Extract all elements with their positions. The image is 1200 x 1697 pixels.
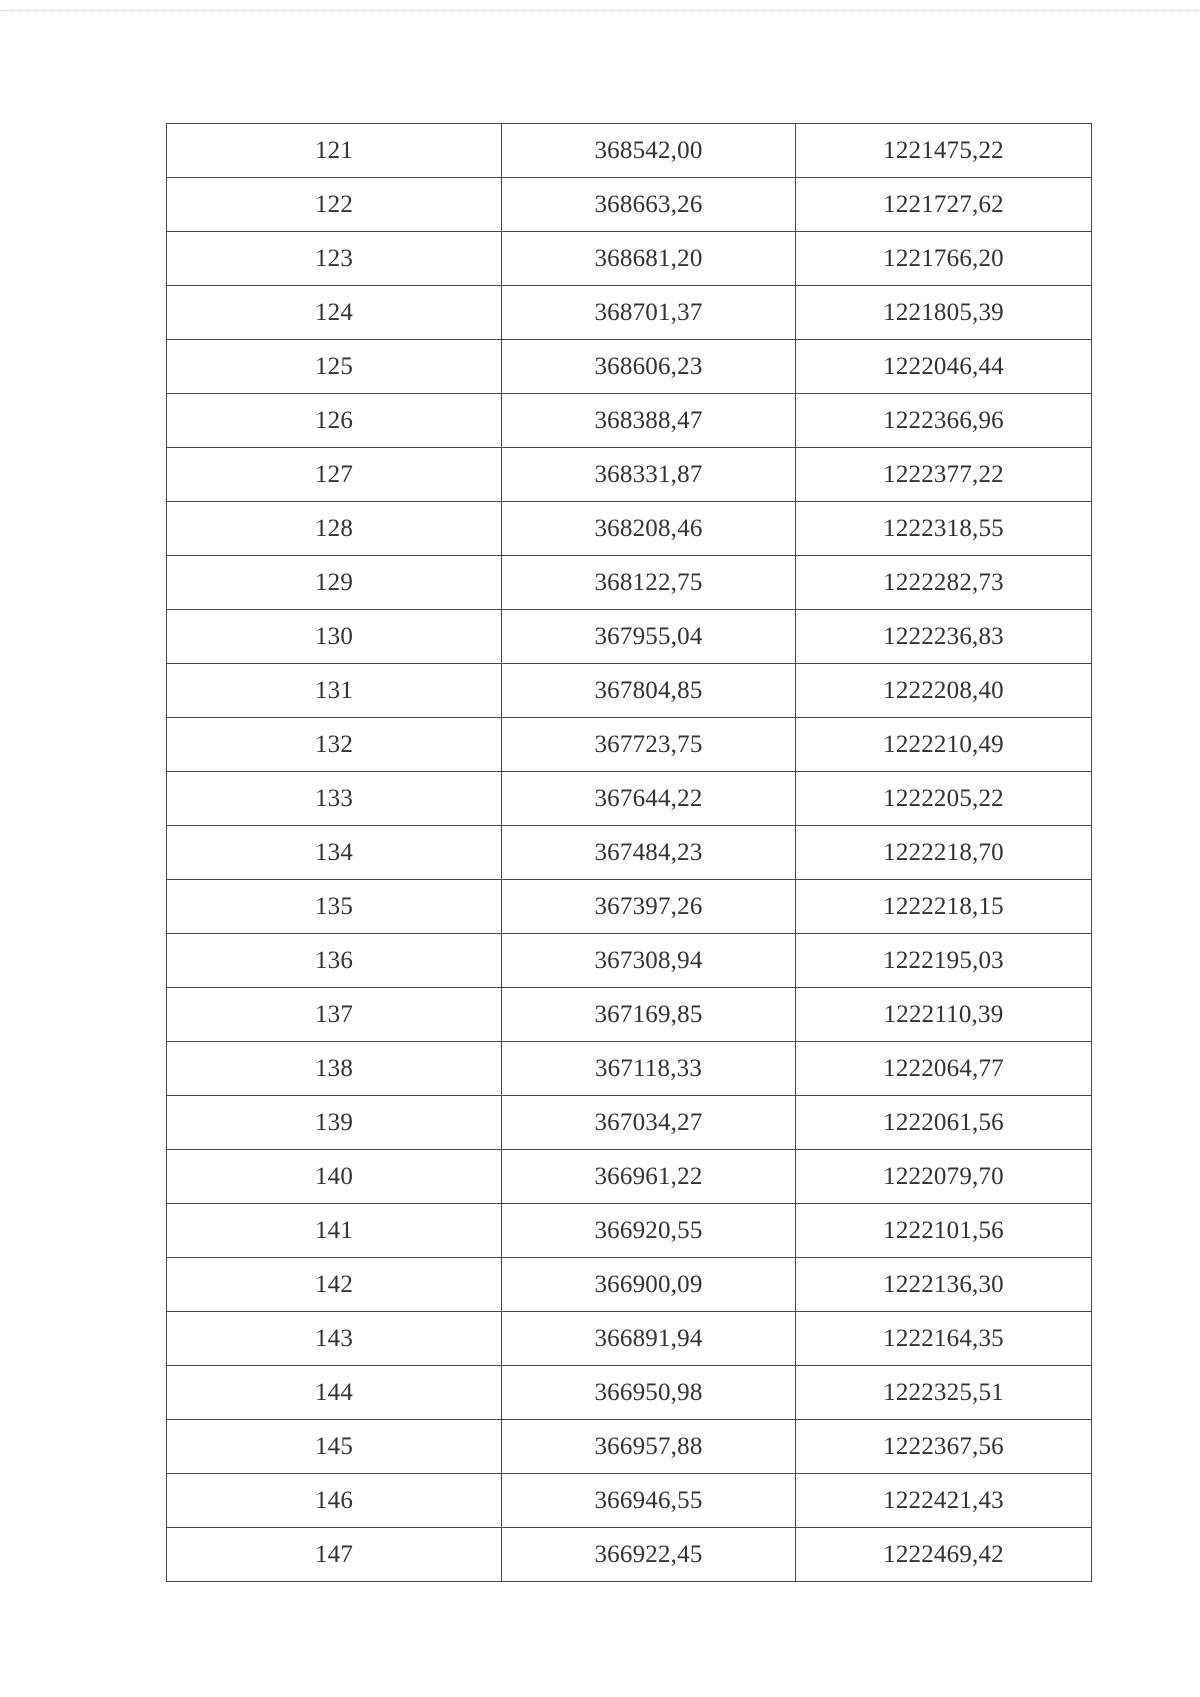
point-number-cell: 137: [167, 988, 502, 1042]
table-row: [167, 556, 1092, 610]
x-coordinate-cell: 366920,55: [502, 1204, 796, 1258]
y-coordinate-cell: 1221766,20: [796, 232, 1092, 286]
table-row: [167, 502, 1092, 556]
x-coordinate-cell: 367308,94: [502, 934, 796, 988]
x-coordinate-cell: 366946,55: [502, 1474, 796, 1528]
x-coordinate-cell: 368681,20: [502, 232, 796, 286]
point-number-cell: 136: [167, 934, 502, 988]
y-coordinate-cell: 1222377,22: [796, 448, 1092, 502]
x-coordinate-cell: 366961,22: [502, 1150, 796, 1204]
table-row: [167, 232, 1092, 286]
point-number-cell: 141: [167, 1204, 502, 1258]
coordinates-table: [166, 123, 1092, 1582]
table-row: [167, 1096, 1092, 1150]
point-number-cell: 132: [167, 718, 502, 772]
table-row: [167, 1420, 1092, 1474]
table-row: [167, 1258, 1092, 1312]
coordinates-table-body: [167, 124, 1092, 1582]
point-number-cell: 145: [167, 1420, 502, 1474]
table-row: [167, 1474, 1092, 1528]
x-coordinate-cell: 368701,37: [502, 286, 796, 340]
table-row: [167, 880, 1092, 934]
x-coordinate-cell: 367118,33: [502, 1042, 796, 1096]
y-coordinate-cell: 1221805,39: [796, 286, 1092, 340]
point-number-cell: 125: [167, 340, 502, 394]
y-coordinate-cell: 1222061,56: [796, 1096, 1092, 1150]
table-row: [167, 1312, 1092, 1366]
x-coordinate-cell: 367484,23: [502, 826, 796, 880]
x-coordinate-cell: 366950,98: [502, 1366, 796, 1420]
point-number-cell: 140: [167, 1150, 502, 1204]
table-row: [167, 1366, 1092, 1420]
point-number-cell: 130: [167, 610, 502, 664]
y-coordinate-cell: 1222110,39: [796, 988, 1092, 1042]
x-coordinate-cell: 368208,46: [502, 502, 796, 556]
y-coordinate-cell: 1222366,96: [796, 394, 1092, 448]
y-coordinate-cell: 1222064,77: [796, 1042, 1092, 1096]
table-row: [167, 124, 1092, 178]
table-row: [167, 448, 1092, 502]
point-number-cell: 135: [167, 880, 502, 934]
y-coordinate-cell: 1221727,62: [796, 178, 1092, 232]
point-number-cell: 129: [167, 556, 502, 610]
y-coordinate-cell: 1222421,43: [796, 1474, 1092, 1528]
table-row: [167, 718, 1092, 772]
table-row: [167, 286, 1092, 340]
point-number-cell: 127: [167, 448, 502, 502]
y-coordinate-cell: 1222367,56: [796, 1420, 1092, 1474]
page-top-edge: [0, 10, 1200, 11]
table-row: [167, 394, 1092, 448]
point-number-cell: 123: [167, 232, 502, 286]
x-coordinate-cell: 367034,27: [502, 1096, 796, 1150]
y-coordinate-cell: 1222236,83: [796, 610, 1092, 664]
x-coordinate-cell: 367644,22: [502, 772, 796, 826]
y-coordinate-cell: 1222218,70: [796, 826, 1092, 880]
table-row: [167, 610, 1092, 664]
table-row: [167, 340, 1092, 394]
x-coordinate-cell: 368663,26: [502, 178, 796, 232]
x-coordinate-cell: 368606,23: [502, 340, 796, 394]
table-row: [167, 1042, 1092, 1096]
x-coordinate-cell: 367397,26: [502, 880, 796, 934]
point-number-cell: 146: [167, 1474, 502, 1528]
x-coordinate-cell: 367723,75: [502, 718, 796, 772]
y-coordinate-cell: 1222218,15: [796, 880, 1092, 934]
y-coordinate-cell: 1221475,22: [796, 124, 1092, 178]
y-coordinate-cell: 1222325,51: [796, 1366, 1092, 1420]
table-row: [167, 772, 1092, 826]
point-number-cell: 147: [167, 1528, 502, 1582]
table-row: [167, 664, 1092, 718]
x-coordinate-cell: 368542,00: [502, 124, 796, 178]
point-number-cell: 143: [167, 1312, 502, 1366]
table-row: [167, 1150, 1092, 1204]
point-number-cell: 134: [167, 826, 502, 880]
x-coordinate-cell: 366957,88: [502, 1420, 796, 1474]
point-number-cell: 122: [167, 178, 502, 232]
point-number-cell: 128: [167, 502, 502, 556]
x-coordinate-cell: 367804,85: [502, 664, 796, 718]
point-number-cell: 139: [167, 1096, 502, 1150]
y-coordinate-cell: 1222205,22: [796, 772, 1092, 826]
x-coordinate-cell: 368388,47: [502, 394, 796, 448]
table-row: [167, 826, 1092, 880]
table-row: [167, 1204, 1092, 1258]
point-number-cell: 121: [167, 124, 502, 178]
y-coordinate-cell: 1222101,56: [796, 1204, 1092, 1258]
table-row: [167, 1528, 1092, 1582]
y-coordinate-cell: 1222210,49: [796, 718, 1092, 772]
y-coordinate-cell: 1222164,35: [796, 1312, 1092, 1366]
x-coordinate-cell: 368331,87: [502, 448, 796, 502]
table-row: [167, 988, 1092, 1042]
point-number-cell: 144: [167, 1366, 502, 1420]
x-coordinate-cell: 367169,85: [502, 988, 796, 1042]
point-number-cell: 124: [167, 286, 502, 340]
y-coordinate-cell: 1222046,44: [796, 340, 1092, 394]
y-coordinate-cell: 1222469,42: [796, 1528, 1092, 1582]
point-number-cell: 133: [167, 772, 502, 826]
x-coordinate-cell: 366900,09: [502, 1258, 796, 1312]
point-number-cell: 131: [167, 664, 502, 718]
y-coordinate-cell: 1222282,73: [796, 556, 1092, 610]
y-coordinate-cell: 1222318,55: [796, 502, 1092, 556]
point-number-cell: 138: [167, 1042, 502, 1096]
x-coordinate-cell: 366891,94: [502, 1312, 796, 1366]
point-number-cell: 126: [167, 394, 502, 448]
x-coordinate-cell: 367955,04: [502, 610, 796, 664]
point-number-cell: 142: [167, 1258, 502, 1312]
y-coordinate-cell: 1222136,30: [796, 1258, 1092, 1312]
y-coordinate-cell: 1222079,70: [796, 1150, 1092, 1204]
y-coordinate-cell: 1222195,03: [796, 934, 1092, 988]
table-row: [167, 934, 1092, 988]
table-row: [167, 178, 1092, 232]
x-coordinate-cell: 368122,75: [502, 556, 796, 610]
y-coordinate-cell: 1222208,40: [796, 664, 1092, 718]
x-coordinate-cell: 366922,45: [502, 1528, 796, 1582]
